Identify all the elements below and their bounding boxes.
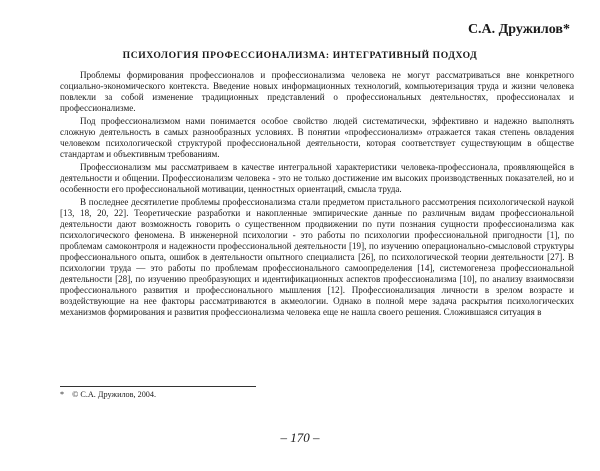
footnote-text: © С.А. Дружилов, 2004.	[72, 390, 157, 399]
paragraph: Под профессионализмом нами понимается особое свойство людей систематически, эффективно и надежно выполнять сложную деятельность в самых разнообразных условиях. В понятии «профессионализм» отражается такая степень овладения человеком психологической структурой профессиональной деятельности, которая соответствует существующим в обществе стандартам и объективным требованиям.	[60, 116, 574, 159]
article-title: ПСИХОЛОГИЯ ПРОФЕССИОНАЛИЗМА: ИНТЕГРАТИВНЫЙ ПОДХОД	[122, 50, 478, 61]
footnote-marker: *	[60, 390, 65, 399]
author-name: С.А. Дружилов*	[467, 22, 570, 37]
paragraph: В последнее десятилетие проблемы профессионализма стали предметом пристального рассмотрения психологической наукой [13, 18, 20, 22]. Теоретические разработки и накопленные эмпирические данные по различным видам профессиональной деятельности дают возможность говорить о существенном продвижении по пути познания сущности профессионализма как психологического феномена. В инженерной психологии - это работы по психологии профессиональной пригодности [1], по проблемам самоконтроля и надежности профессиональной деятельности [19], по изучению операционально-смысловой структуры профессионального опыта, ошибок в деятельности опытного специалиста [26], по психологической теории деятельности [27]. В психологии труда — это работы по проблемам профессионального самоопределения [14], системогенеза профессиональной деятельности [28], по изучению преобразующих и идентификационных аспектов профессионализма [10], по анализу взаимосвязи профессионального развития и профессионального мышления [12]. Профессионализация личности в зрелом возрасте и воздействующие на нее факторы рассматриваются в акмеологии. Однако в полной мере задача раскрытия психологических механизмов формирования и развития профессионализма человека еще не нашла своего решения. Сложившаяся ситуация в	[60, 197, 574, 317]
paragraph: Проблемы формирования профессионалов и профессионализма человека не могут рассматриваться вне конкретного социально-экономического контекста. Введение новых информационных технологий, компьютеризация труда и жизни человека повлекли за собой изменение традиционных представлений о профессиональных деятельностях, профессионалах и профессионализме.	[60, 70, 574, 113]
article-body	[60, 70, 574, 320]
footnote	[60, 390, 156, 399]
footnote-divider	[60, 386, 256, 387]
paragraph: Профессионализм мы рассматриваем в качестве интегральной характеристики человека-профессионала, проявляющейся в деятельности и общении. Профессионализм человека - это не только достижение им высоких производственных показателей, но и особенности его профессиональной мотивации, ценностных ориентаций, смысла труда.	[60, 162, 574, 194]
page-number: – 170 –	[280, 430, 320, 445]
